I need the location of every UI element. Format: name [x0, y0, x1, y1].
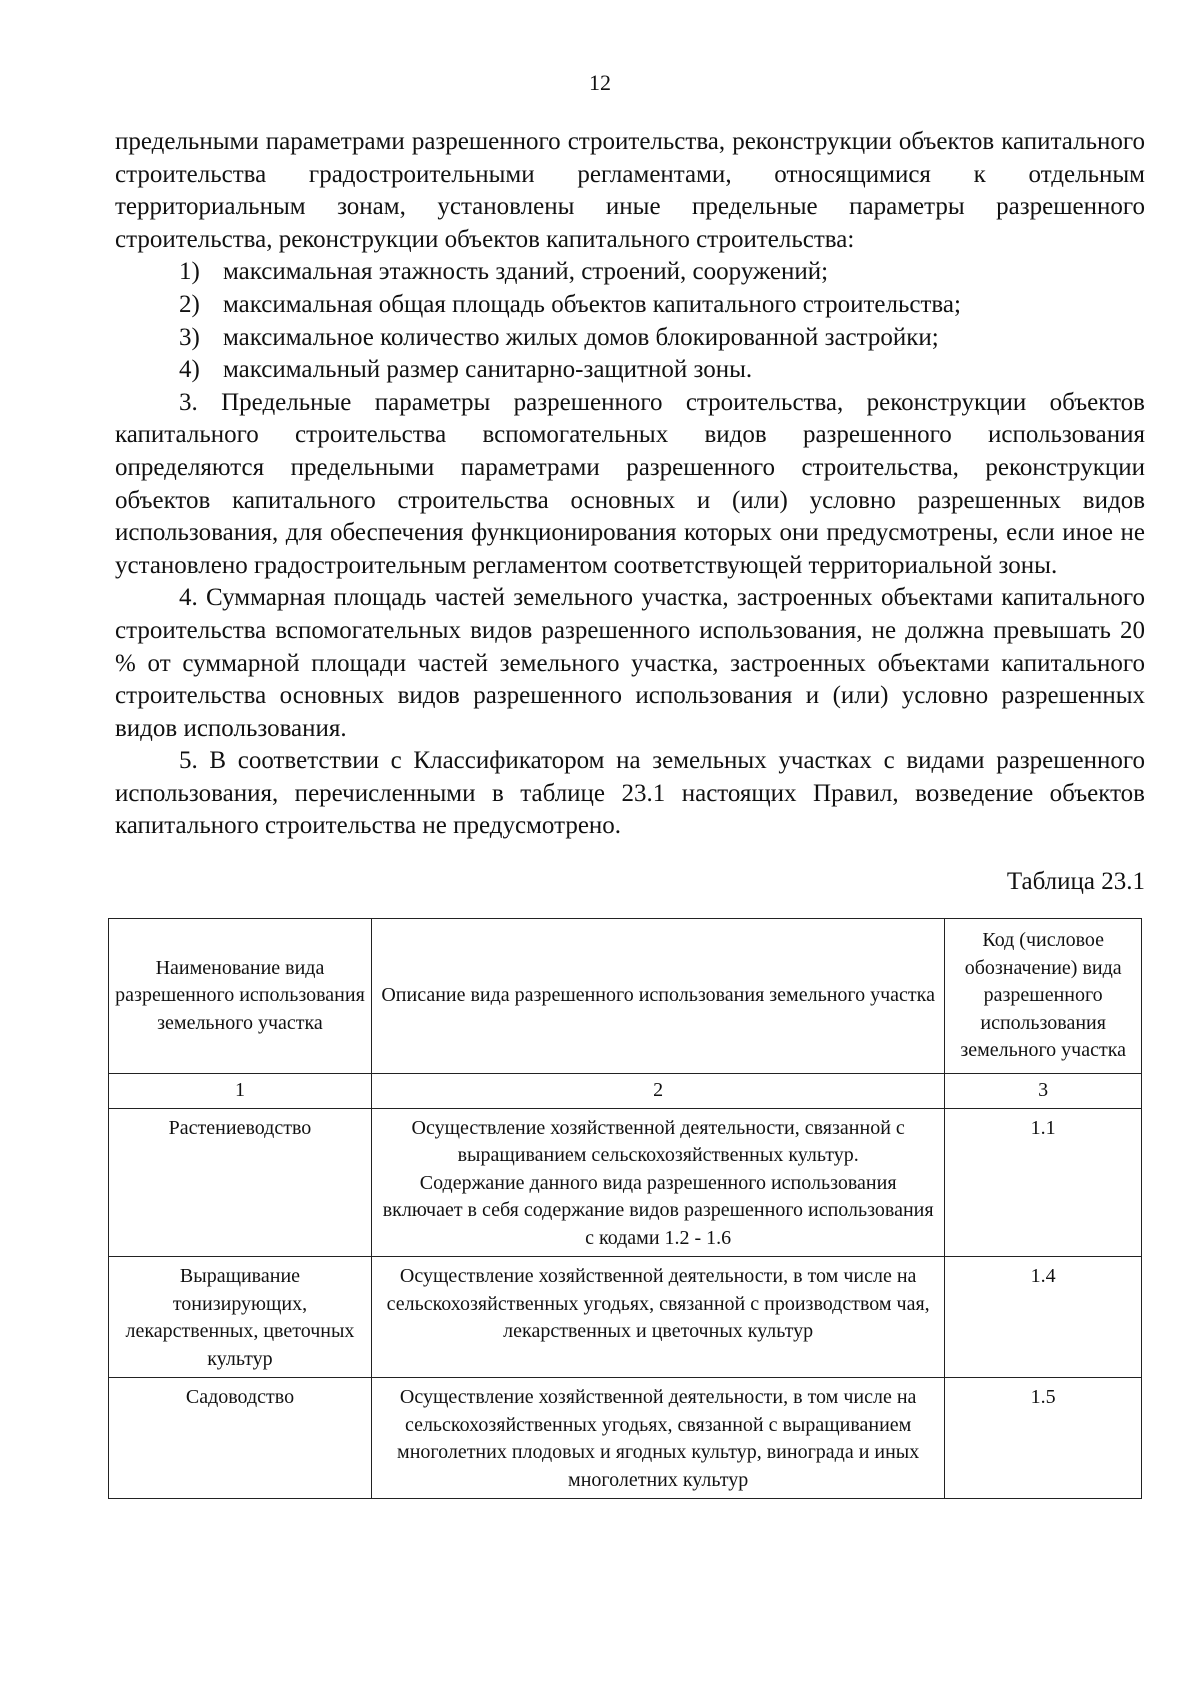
list-item-text: максимальная общая площадь объектов капитального строительства;	[223, 290, 961, 318]
list-item-number: 1)	[179, 258, 200, 286]
list-item-number: 3)	[179, 323, 200, 351]
use-name: Выращивание тонизирующих, лекарственных, цветочных культур	[109, 1257, 372, 1378]
use-description-line: Осуществление хозяйственной деятельности, в том числе на сельскохозяйственных угодьях, связанной с производством чая, лекарственных и цветочных культур	[386, 1265, 930, 1342]
list-item	[115, 354, 1145, 387]
use-description	[371, 1378, 944, 1499]
use-description-line: Содержание данного вида разрешенного использования включает в себя содержание видов разрешенного использования с кодами 1.2 - 1.6	[382, 1171, 934, 1249]
list-item-number: 2)	[179, 290, 200, 318]
paragraph-4: 4. Суммарная площадь частей земельного участка, застроенных объектами капитального строительства вспомогательных видов разрешенного использования, не должна превышать 20 % от суммарной площади частей земельного участка, застроенных объектами капитального строительства основных видов разрешенного использования и (или) условно разрешенных видов использования.	[115, 584, 1145, 742]
column-number: 2	[371, 1073, 944, 1108]
header-name: Наименование вида разрешенного использования земельного участка	[109, 919, 372, 1074]
list-item	[115, 322, 1145, 355]
list-item-number: 4)	[179, 356, 200, 384]
table-row	[109, 1108, 1142, 1257]
use-code: 1.1	[945, 1108, 1142, 1257]
table-row	[109, 1378, 1142, 1499]
land-use-classifier-table	[108, 918, 1142, 1499]
paragraph-5: 5. В соответствии с Классификатором на земельных участках с видами разрешенного использования, перечисленными в таблице 23.1 настоящих Правил, возведение объектов капитального строительства не предусмотрено.	[115, 747, 1145, 840]
use-description-line: Осуществление хозяйственной деятельности, в том числе на сельскохозяйственных угодьях, связанной с выращиванием многолетних плодовых и ягодных культур, винограда и иных многолетних культур	[397, 1386, 920, 1491]
page-number: 12	[589, 70, 611, 95]
list-item	[115, 289, 1145, 322]
list-item-text: максимальный размер санитарно-защитной зоны.	[223, 356, 753, 384]
list-item-text: максимальная этажность зданий, строений, сооружений;	[223, 258, 829, 286]
column-number: 1	[109, 1073, 372, 1108]
use-description-line: Осуществление хозяйственной деятельности, связанной с выращиванием сельскохозяйственных культур.	[411, 1116, 905, 1166]
header-description: Описание вида разрешенного использования земельного участка	[371, 919, 944, 1074]
document-body	[115, 126, 1145, 843]
use-name: Садоводство	[109, 1378, 372, 1499]
paragraph-3: 3. Предельные параметры разрешенного строительства, реконструкции объектов капитального строительства вспомогательных видов разрешенного использования определяются предельными параметрами разрешенного строительства, реконструкции объектов капитального строительства основных и (или) условно разрешенных видов использования, для обеспечения функционирования которых они предусмотрены, если иное не установлено градостроительным регламентом соответствующей территориальной зоны.	[115, 388, 1145, 579]
table-row	[109, 1257, 1142, 1378]
use-code: 1.4	[945, 1257, 1142, 1378]
header-code: Код (числовое обозначение) вида разрешенного использования земельного участка	[945, 919, 1142, 1074]
column-number: 3	[945, 1073, 1142, 1108]
use-code: 1.5	[945, 1378, 1142, 1499]
list-item	[115, 256, 1145, 289]
paragraph-continuation: предельными параметрами разрешенного строительства, реконструкции объектов капитального строительства градостроительными регламентами, относящимися к отдельным территориальным зонам, установлены иные предельные параметры разрешенного строительства, реконструкции объектов капитального строительства:	[115, 128, 1145, 253]
table-header-row	[109, 919, 1142, 1074]
column-number-row	[109, 1073, 1142, 1108]
use-description	[371, 1257, 944, 1378]
table-caption: Таблица 23.1	[1006, 868, 1145, 895]
use-name: Растениеводство	[109, 1108, 372, 1257]
list-item-text: максимальное количество жилых домов блокированной застройки;	[223, 323, 939, 351]
use-description	[371, 1108, 944, 1257]
